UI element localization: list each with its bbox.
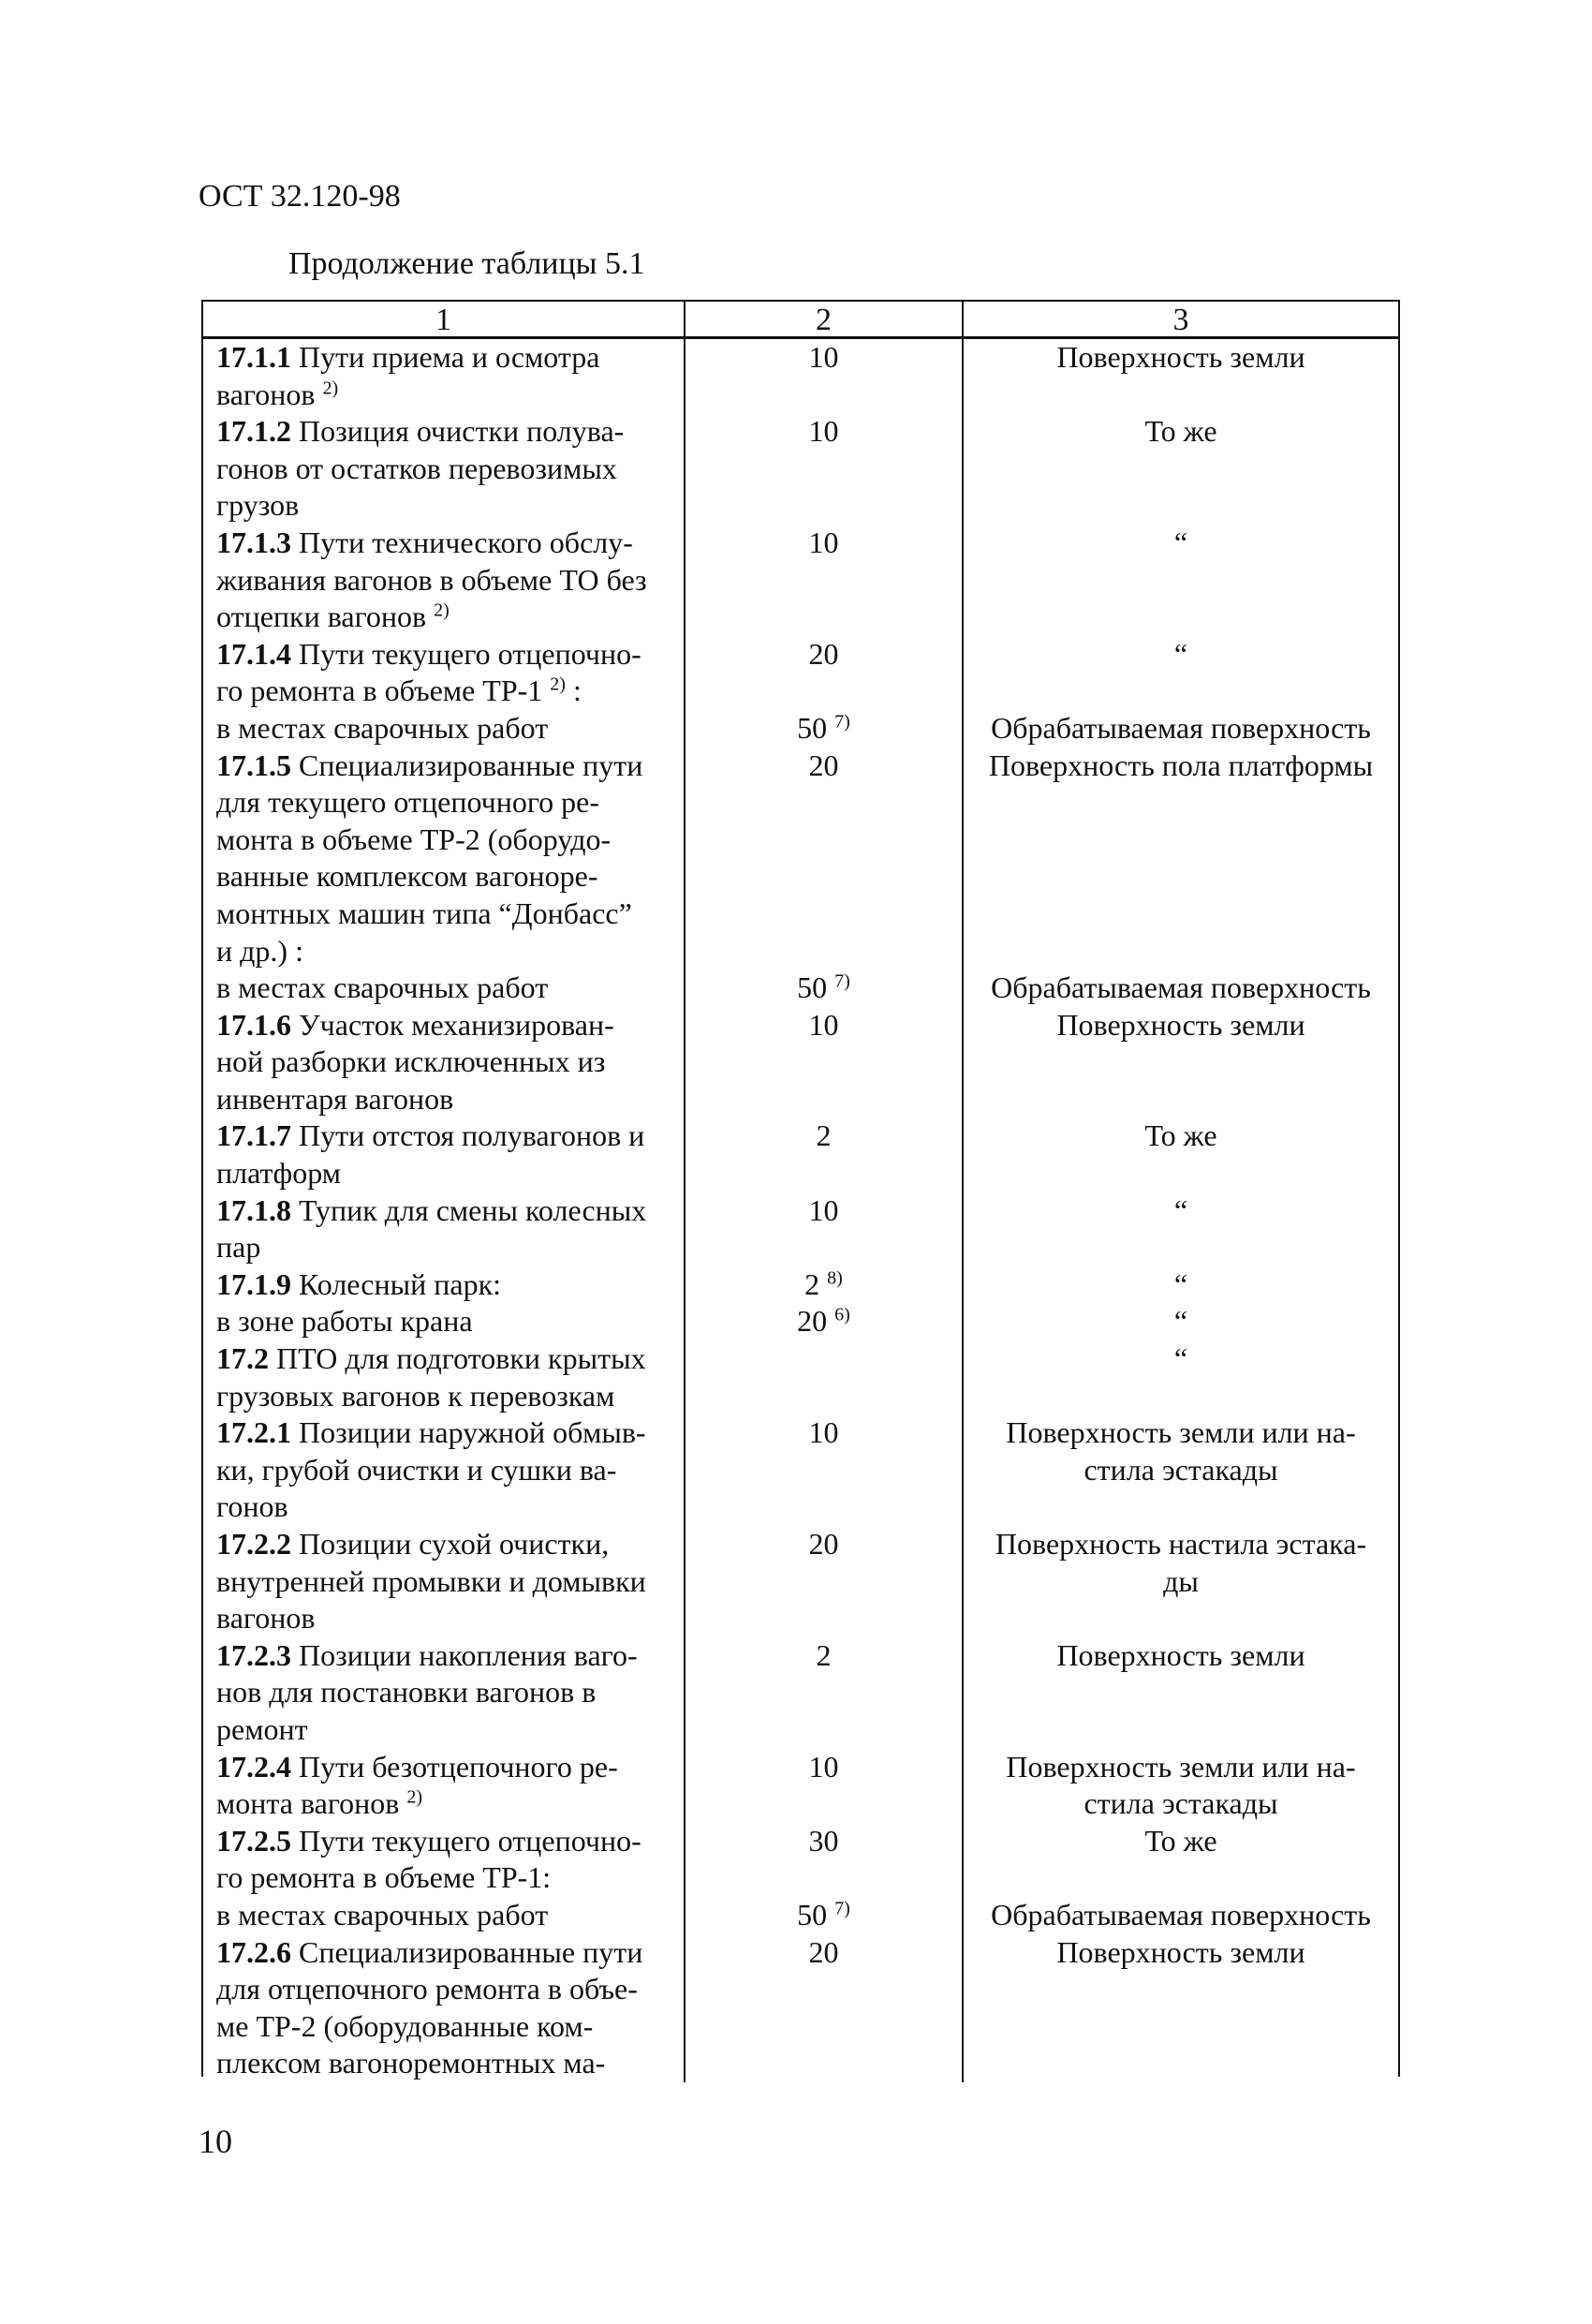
description-text: Колесный парк: xyxy=(299,1266,502,1301)
item-number: 17.1.7 xyxy=(216,1118,291,1153)
surface-line: То же xyxy=(1144,1118,1217,1153)
item-number: 17.2.2 xyxy=(216,1527,291,1561)
value-footnote-reference: 7) xyxy=(834,1898,850,1919)
value-text: 10 xyxy=(808,1415,839,1450)
description-line xyxy=(216,970,680,1007)
value-footnote-reference: 8) xyxy=(827,1267,843,1289)
table-cell-value xyxy=(685,525,964,636)
description-line xyxy=(216,1488,680,1526)
footnote-reference: 2) xyxy=(550,674,566,695)
surface-line: То же xyxy=(1144,1823,1217,1858)
surface-line: “ xyxy=(1173,1304,1188,1339)
table-cell-description xyxy=(203,636,685,710)
footnote-reference: 2) xyxy=(406,1786,423,1808)
description-tail: : xyxy=(565,674,582,708)
value-text: 20 xyxy=(808,748,839,782)
description-text: гонов от остатков перевозимых xyxy=(216,451,617,485)
surface-line: То же xyxy=(1144,414,1217,449)
description-text: ки, грубой очистки и сушки ва- xyxy=(216,1452,617,1487)
description-text: внутренней промывки и домывки xyxy=(216,1563,646,1598)
description-line xyxy=(216,487,680,525)
description-text: монта в объеме ТР-2 (оборудо- xyxy=(216,822,612,856)
table-cell-value xyxy=(685,1637,964,1749)
table-cell-value xyxy=(685,1192,964,1266)
table-cell-value xyxy=(685,1749,964,1823)
description-line xyxy=(216,1414,680,1452)
table-cell-value xyxy=(685,339,964,413)
surface-line: “ xyxy=(1173,525,1188,559)
description-text: ПТО для подготовки крытых xyxy=(276,1341,646,1376)
surface-line: “ xyxy=(1173,1341,1188,1376)
table-cell-surface xyxy=(964,1637,1398,1749)
description-line xyxy=(216,1229,680,1266)
surface-line: Поверхность пола платформы xyxy=(988,748,1374,782)
table-cell-surface xyxy=(964,339,1398,413)
value-text: 2 xyxy=(804,1266,820,1301)
item-number: 17.1.8 xyxy=(216,1192,291,1227)
description-text: Позиции сухой очистки, xyxy=(299,1527,610,1561)
description-text: Позиция очистки полува- xyxy=(299,414,625,449)
value-text: 50 xyxy=(797,970,828,1005)
value-text: 50 xyxy=(797,1897,828,1932)
table-caption: Продолжение таблицы 5.1 xyxy=(288,246,645,281)
item-number: 17.2.5 xyxy=(216,1823,291,1858)
description-text: вагонов xyxy=(216,377,316,411)
column-header-1: 1 xyxy=(203,302,685,339)
table-cell-description xyxy=(203,1823,685,1897)
table-cell-description xyxy=(203,1934,685,2082)
description-line xyxy=(216,599,680,636)
item-number: 17.1.3 xyxy=(216,525,291,559)
footnote-reference: 2) xyxy=(434,600,450,621)
surface-line: Поверхность земли xyxy=(1056,340,1305,374)
item-number: 17.1.9 xyxy=(216,1266,291,1301)
value-footnote-reference: 6) xyxy=(834,1304,850,1325)
item-number: 17.2 xyxy=(216,1341,269,1376)
description-line xyxy=(216,1711,680,1749)
description-line xyxy=(216,1303,680,1340)
value-text: 10 xyxy=(808,1749,839,1784)
description-line xyxy=(216,2045,680,2082)
item-number: 17.1.4 xyxy=(216,636,291,671)
description-text: для отцепочного ремонта в объе- xyxy=(216,1972,638,2006)
description-line xyxy=(216,784,680,822)
description-text: плексом вагоноремонтных ма- xyxy=(216,2046,606,2080)
table-cell-description xyxy=(203,710,685,748)
description-text: гонов xyxy=(216,1489,288,1524)
description-line xyxy=(216,1563,680,1601)
table-cell-description xyxy=(203,525,685,636)
table-cell-surface xyxy=(964,1340,1398,1414)
value-text: 2 xyxy=(816,1637,832,1672)
table-cell-value xyxy=(685,1266,964,1304)
description-line xyxy=(216,1192,680,1230)
value-text: 2 xyxy=(816,1118,832,1153)
description-text: отцепки вагонов xyxy=(216,600,427,634)
value-text: 20 xyxy=(797,1304,828,1339)
table-cell-description xyxy=(203,1303,685,1340)
description-text: грузов xyxy=(216,488,300,523)
description-text: живания вагонов в объеме ТО без xyxy=(216,562,647,597)
description-line xyxy=(216,1934,680,1972)
description-line xyxy=(216,1378,680,1415)
description-text: монта вагонов xyxy=(216,1786,400,1821)
surface-line: Обрабатываемая поверхность xyxy=(991,970,1371,1005)
table-cell-value xyxy=(685,1934,964,2082)
description-line xyxy=(216,377,680,414)
surface-line: Поверхность земли xyxy=(1056,1934,1305,1969)
table-cell-surface xyxy=(964,1303,1398,1340)
table-cell-surface xyxy=(964,1118,1398,1192)
item-number: 17.2.4 xyxy=(216,1749,291,1784)
table-cell-description xyxy=(203,1414,685,1526)
description-text: ме ТР-2 (оборудованные ком- xyxy=(216,2008,594,2043)
description-line xyxy=(216,933,680,970)
table-cell-surface xyxy=(964,413,1398,525)
description-line xyxy=(216,1044,680,1081)
surface-line: Поверхность земли или на- xyxy=(1006,1415,1356,1450)
surface-line: Обрабатываемая поверхность xyxy=(991,1897,1371,1932)
description-line xyxy=(216,1897,680,1934)
description-line xyxy=(216,636,680,674)
page-number: 10 xyxy=(199,2123,232,2160)
description-text: Пути технического обслу- xyxy=(299,525,633,559)
description-text: грузовых вагонов к перевозкам xyxy=(216,1378,615,1413)
item-number: 17.1.6 xyxy=(216,1007,291,1042)
description-line xyxy=(216,1007,680,1044)
table-cell-value xyxy=(685,970,964,1007)
document-code: ОСТ 32.120-98 xyxy=(199,179,401,214)
table-cell-surface xyxy=(964,1414,1398,1526)
value-text: 30 xyxy=(808,1823,839,1858)
description-line xyxy=(216,1340,680,1378)
value-text: 20 xyxy=(808,636,839,671)
description-line xyxy=(216,1971,680,2008)
description-line xyxy=(216,339,680,377)
description-text: нов для постановки вагонов в xyxy=(216,1675,597,1710)
description-line xyxy=(216,858,680,896)
description-line xyxy=(216,1452,680,1489)
item-number: 17.2.1 xyxy=(216,1415,291,1450)
surface-line: Поверхность земли xyxy=(1056,1007,1305,1042)
description-line xyxy=(216,1600,680,1637)
description-line xyxy=(216,562,680,600)
table-cell-value xyxy=(685,413,964,525)
description-line xyxy=(216,1081,680,1118)
item-number: 17.1.5 xyxy=(216,748,291,782)
item-number: 17.2.3 xyxy=(216,1637,291,1672)
description-text: ванные комплексом вагоноре- xyxy=(216,859,598,894)
description-text: монтных машин типа “Донбасс” xyxy=(216,896,632,930)
table-cell-value xyxy=(685,636,964,710)
description-line xyxy=(216,1118,680,1155)
description-text: Позиции накопления ваго- xyxy=(299,1637,638,1672)
description-text: Пути приема и осмотра xyxy=(299,340,600,374)
description-text: Позиции наружной обмыв- xyxy=(299,1415,646,1450)
value-footnote-reference: 7) xyxy=(834,970,850,992)
description-line xyxy=(216,822,680,859)
table-cell-surface xyxy=(964,710,1398,748)
value-text: 10 xyxy=(808,1192,839,1227)
surface-line: Поверхность земли или на- xyxy=(1006,1749,1356,1784)
column-header-2: 2 xyxy=(685,302,964,339)
description-line xyxy=(216,525,680,562)
surface-line: стила эстакады xyxy=(1083,1452,1278,1487)
item-number: 17.1.1 xyxy=(216,340,291,374)
description-line xyxy=(216,1674,680,1711)
description-text: го ремонта в объеме ТР-1: xyxy=(216,1860,552,1895)
description-line xyxy=(216,1637,680,1675)
description-line xyxy=(216,673,680,710)
table-cell-description xyxy=(203,1266,685,1304)
surface-line: “ xyxy=(1173,1192,1188,1227)
table-cell-surface xyxy=(964,1934,1398,2082)
surface-line: “ xyxy=(1173,1266,1188,1301)
table-cell-surface xyxy=(964,1823,1398,1897)
description-text: Пути текущего отцепочно- xyxy=(299,636,641,671)
description-line xyxy=(216,1785,680,1823)
description-text: и др.) : xyxy=(216,933,303,968)
description-text: ремонт xyxy=(216,1711,308,1746)
table-cell-description xyxy=(203,1749,685,1823)
value-text: 20 xyxy=(808,1527,839,1561)
footnote-reference: 2) xyxy=(322,377,339,398)
description-text: Пути текущего отцепочно- xyxy=(299,1823,641,1858)
table-cell-description xyxy=(203,339,685,413)
description-line xyxy=(216,1823,680,1860)
description-text: Участок механизирован- xyxy=(299,1007,614,1042)
table-cell-surface xyxy=(964,636,1398,710)
table-cell-description xyxy=(203,1192,685,1266)
description-line xyxy=(216,896,680,933)
table-cell-value xyxy=(685,748,964,970)
description-text: инвентаря вагонов xyxy=(216,1081,454,1116)
description-line xyxy=(216,2008,680,2046)
value-text: 10 xyxy=(808,340,839,374)
description-line xyxy=(216,1526,680,1563)
description-line xyxy=(216,1749,680,1786)
surface-line: Поверхность земли xyxy=(1056,1637,1305,1672)
surface-line: Поверхность настила эстака- xyxy=(995,1527,1367,1561)
value-text: 50 xyxy=(797,710,828,745)
description-text: Специализированные пути xyxy=(299,748,643,782)
table-cell-value xyxy=(685,1340,964,1414)
description-text: Тупик для смены колесных xyxy=(299,1192,647,1227)
description-line xyxy=(216,1266,680,1304)
description-line xyxy=(216,1859,680,1897)
description-text: пар xyxy=(216,1230,261,1265)
table-cell-description xyxy=(203,1118,685,1192)
table-cell-value xyxy=(685,1823,964,1897)
column-header-3: 3 xyxy=(964,302,1398,339)
table-cell-description xyxy=(203,970,685,1007)
table-cell-description xyxy=(203,1637,685,1749)
table-cell-description xyxy=(203,413,685,525)
item-number: 17.2.6 xyxy=(216,1934,291,1969)
description-text: Пути безотцепочного ре- xyxy=(299,1749,618,1784)
surface-line: стила эстакады xyxy=(1083,1786,1278,1821)
value-text: 20 xyxy=(808,1934,839,1969)
description-text: в местах сварочных работ xyxy=(216,710,549,745)
table-cell-surface xyxy=(964,1192,1398,1266)
table-cell-surface xyxy=(964,970,1398,1007)
description-line xyxy=(216,748,680,785)
table-cell-surface xyxy=(964,1266,1398,1304)
table-cell-surface xyxy=(964,1749,1398,1823)
surface-line: ды xyxy=(1163,1563,1199,1598)
table-cell-description xyxy=(203,1526,685,1637)
surface-line: Обрабатываемая поверхность xyxy=(991,710,1371,745)
table-cell-description xyxy=(203,1007,685,1118)
table-cell-description xyxy=(203,1340,685,1414)
value-text: 10 xyxy=(808,525,839,559)
description-text: в местах сварочных работ xyxy=(216,1897,549,1932)
description-line xyxy=(216,1155,680,1192)
value-footnote-reference: 7) xyxy=(834,711,850,733)
table-cell-value xyxy=(685,1526,964,1637)
table-cell-value xyxy=(685,1303,964,1340)
table-cell-surface xyxy=(964,748,1398,970)
description-line xyxy=(216,413,680,451)
table-cell-description xyxy=(203,1897,685,1934)
description-text: ной разборки исключенных из xyxy=(216,1044,606,1079)
description-text: го ремонта в объеме ТР-1 xyxy=(216,674,543,708)
table-cell-value xyxy=(685,710,964,748)
value-text: 10 xyxy=(808,1007,839,1042)
description-line xyxy=(216,451,680,488)
description-line xyxy=(216,710,680,748)
description-text: в зоне работы крана xyxy=(216,1304,473,1339)
table-cell-surface xyxy=(964,1897,1398,1934)
table-cell-value xyxy=(685,1118,964,1192)
description-text: для текущего отцепочного ре- xyxy=(216,785,600,820)
norms-table xyxy=(201,300,1400,2080)
table-cell-surface xyxy=(964,525,1398,636)
surface-line: “ xyxy=(1173,636,1188,671)
table-cell-value xyxy=(685,1007,964,1118)
description-text: вагонов xyxy=(216,1601,316,1636)
description-text: платформ xyxy=(216,1156,341,1191)
description-text: Пути отстоя полувагонов и xyxy=(299,1118,645,1153)
table-cell-surface xyxy=(964,1007,1398,1118)
table-cell-surface xyxy=(964,1526,1398,1637)
value-text: 10 xyxy=(808,414,839,449)
item-number: 17.1.2 xyxy=(216,414,291,449)
table-cell-description xyxy=(203,748,685,970)
table-cell-value xyxy=(685,1414,964,1526)
table-cell-value xyxy=(685,1897,964,1934)
description-text: в местах сварочных работ xyxy=(216,970,549,1005)
description-text: Специализированные пути xyxy=(299,1934,643,1969)
